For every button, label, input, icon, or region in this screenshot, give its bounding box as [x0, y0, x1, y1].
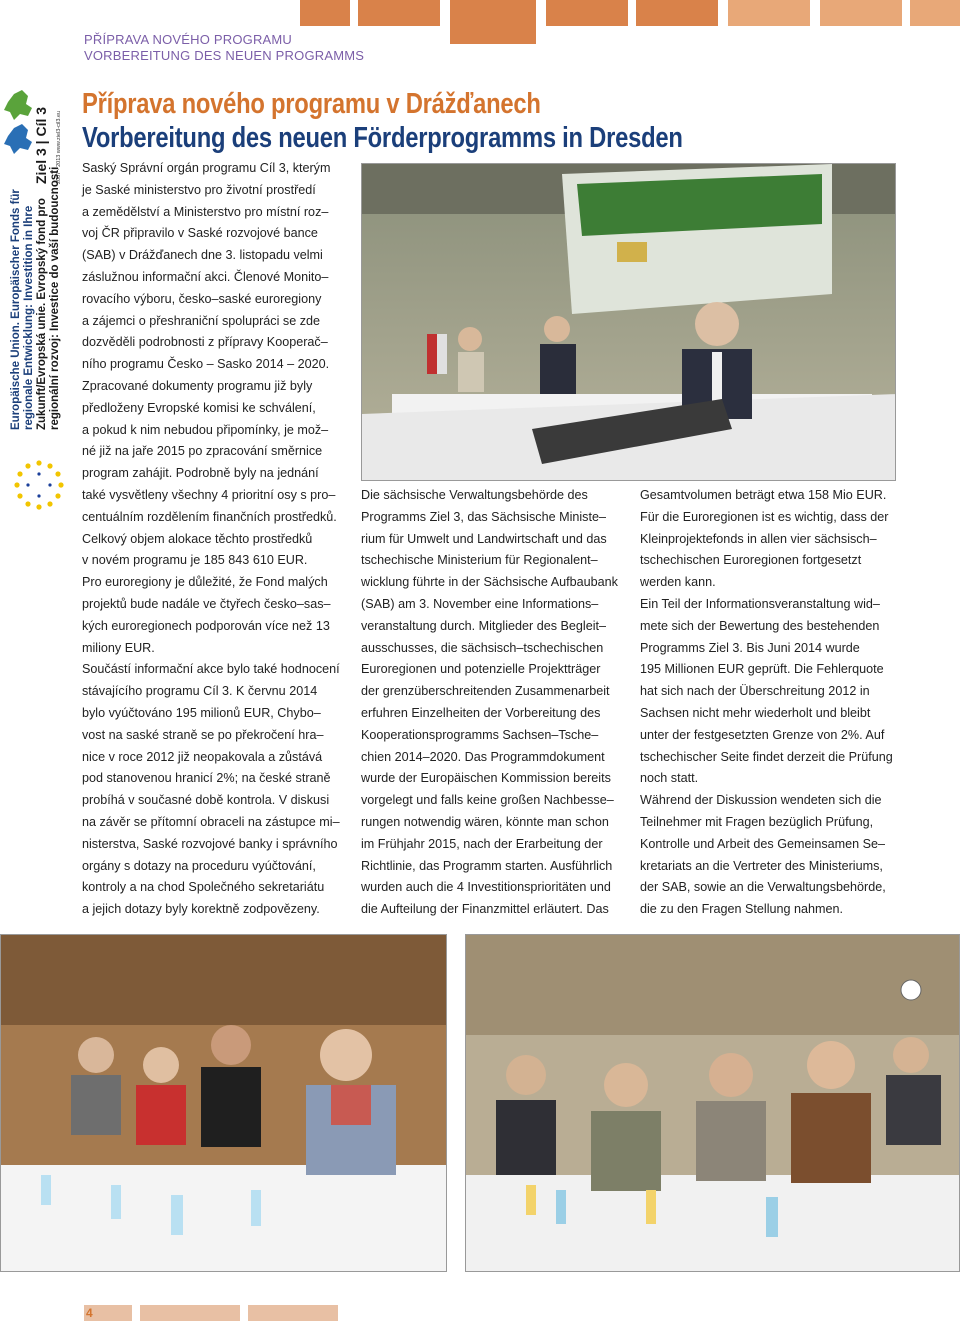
text-line: der SAB, sowie an die Verwaltungsbehörde, [640, 880, 886, 895]
text-line: Součástí informační akce bylo také hodnocení [82, 662, 340, 677]
text-line: kých euroregionech podporován více než 13 [82, 618, 330, 633]
text-line: wurde der Europäischen Kommission bereits [361, 771, 611, 786]
text-line: záslužnou informační akci. Členové Monito– [82, 269, 329, 284]
page-number: 4 [86, 1306, 93, 1320]
photo-conference-panel [361, 163, 896, 481]
text-line: Sachsen nicht mehr wiederholt und bleibt [640, 705, 871, 720]
article-column-de-1 [361, 485, 623, 921]
title-de: Vorbereitung des neuen Förderprogramms in Dresden [82, 122, 683, 154]
text-line: miliony EUR. [82, 640, 155, 655]
text-line: Zpracované dokumenty programu již byly [82, 378, 313, 393]
text-line: vost na saské straně se po překročení hra– [82, 727, 324, 742]
text-line: Pro euroregiony je důležité, že Fond malých [82, 575, 328, 590]
text-line: nice v roce 2012 již neopakovala a zůstává [82, 749, 323, 764]
photo-audience-right [465, 934, 960, 1272]
text-line: centuálním rozdělením finančních prostředků. [82, 509, 337, 524]
text-line: rovacího výboru, česko–saské euroregiony [82, 291, 322, 306]
text-line: (SAB) am 3. November eine Informations– [361, 596, 599, 611]
eu-flag-icon [10, 456, 68, 514]
text-line: Programms Ziel 3. Bis Juni 2014 wurde [640, 640, 860, 655]
text-line: Euroregionen und potenzielle Projektträger [361, 662, 601, 677]
sidebar-funding-text [10, 10, 62, 430]
text-line: 195 Millionen EUR geprüft. Die Fehlerquote [640, 662, 884, 677]
header-tab [728, 0, 810, 26]
text-line: dozvěděli podrobnosti z přípravy Kooperač– [82, 335, 328, 350]
text-line: v novém programu je 185 843 610 EUR. [82, 553, 308, 568]
text-line: tschechische Ministerium für Regionalent– [361, 553, 598, 568]
header-tab [300, 0, 350, 26]
text-line: a zájemci o přeshraniční spolupráci se zde [82, 313, 321, 328]
text-line: erfuhren Einzelheiten der Vorbereitung des [361, 705, 601, 720]
text-line: a jejich dotazy byly korektně zodpovězeny. [82, 902, 320, 917]
text-line: předloženy Evropské komisi ke schválení, [82, 400, 316, 415]
text-line: Celkový objem alokace těchto prostředků [82, 531, 313, 546]
header-tab [820, 0, 902, 26]
footer-bar [140, 1305, 240, 1321]
footer-bar [248, 1305, 338, 1321]
text-line: im Frühjahr 2015, nach der Erarbeitung der [361, 836, 603, 851]
text-line: a pokud k nim nebudou připomínky, je mož– [82, 422, 329, 437]
svg-text:Ziel 3 | Cíl 3: Ziel 3 | Cíl 3 [33, 106, 49, 184]
sidebar-line: regionale Entwicklung: Investition in Ihre [23, 205, 35, 430]
header-tab [450, 0, 536, 44]
header-tab [636, 0, 718, 26]
title-cz: Příprava nového programu v Drážďanech [82, 88, 541, 120]
text-line: Saský Správní orgán programu Cíl 3, kterým [82, 161, 331, 175]
text-line: Ein Teil der Informationsveranstaltung wid– [640, 596, 880, 611]
text-line: probíhá v současné době kontrola. V diskusi [82, 793, 330, 808]
text-line: unter der festgesetzten Grenze von 2%. Auf [640, 727, 885, 742]
header-tab [546, 0, 628, 26]
text-line: Richtlinie, das Programm starten. Ausführlich [361, 858, 613, 873]
text-line: Für die Euroregionen ist es wichtig, dass der [640, 509, 889, 524]
text-line: hat sich nach der Überschreitung 2012 in [640, 684, 870, 699]
text-line: kontroly a na chod Společného sekretariátu [82, 880, 325, 895]
text-line: Kooperationsprogramms Sachsen–Tsche– [361, 727, 599, 742]
sidebar-line: regionální rozvoj: Investice do vaší budoucnosti [49, 166, 61, 430]
text-line: veranstaltung durch. Mitglieder des Begleit– [361, 618, 607, 633]
text-line: projektů bude nadále ve čtyřech česko–sas– [82, 596, 331, 611]
text-line: Programms Ziel 3, das Sächsische Ministe– [361, 509, 606, 524]
text-line: bylo vyúčtováno 195 milionů EUR, Chybo– [82, 705, 321, 720]
text-line: Teilnehmer mit Fragen bezüglich Prüfung, [640, 814, 874, 829]
header-tab [358, 0, 440, 26]
text-line: wicklung führte in der Sächsische Aufbaubank [361, 575, 618, 590]
text-line: rium für Umwelt und Landwirtschaft und das [361, 531, 607, 546]
text-line: kretariats an die Vertreter des Ministeriums, [640, 858, 883, 873]
text-line: voj ČR připravilo v Saské rozvojové bance [82, 226, 318, 241]
text-line: wurden auch die 4 Investitionsprioritäten und [361, 880, 611, 895]
text-line: Kontrolle und Arbeit des Gemeinsamen Se– [640, 836, 886, 851]
sidebar-line: Europäische Union. Europäischer Fonds für [10, 189, 22, 430]
text-line: tschechischen Euroregionen fortgesetzt [640, 553, 862, 568]
text-line: ausschusses, die sächsisch–tschechischen [361, 640, 604, 655]
photo-audience-left [0, 934, 447, 1272]
sidebar-line: Zukunft/Evropská unie. Evropský fond pro [36, 198, 48, 430]
section-kicker-de: VORBEREITUNG DES NEUEN PROGRAMMS [84, 48, 365, 63]
text-line: vorgelegt und falls keine großen Nachbesse– [361, 793, 614, 808]
text-line: je Saské ministerstvo pro životní prostředí [82, 182, 316, 197]
article-column-de-2 [640, 485, 902, 921]
text-line: der grenzüberschreitenden Zusammenarbeit [361, 684, 610, 699]
text-line: ního programu Česko – Sasko 2014 – 2020. [82, 357, 330, 372]
text-line: werden kann. [640, 575, 716, 590]
text-line: noch statt. [640, 771, 699, 786]
header-tab [910, 0, 960, 26]
text-line: stávajícího programu Cíl 3. K červnu 2014 [82, 684, 318, 699]
text-line: né již na jaře 2015 po zpracování směrnice [82, 444, 323, 459]
text-line: pod stanovenou hranicí 2%; na české straně [82, 771, 331, 786]
text-line: na závěr se přítomní obraceli na zástupce mi– [82, 814, 340, 829]
text-line: chien 2014–2020. Das Programmdokument [361, 749, 605, 764]
text-line: Kleinprojektefonds in allen vier sächsisch– [640, 531, 877, 546]
text-line: Während der Diskussion wendeten sich die [640, 793, 882, 808]
text-line: program zahájit. Podrobně byly na jednání [82, 466, 319, 481]
text-line: nisterstva, Saské rozvojové banky i správního [82, 836, 338, 851]
text-line: také vysvětleny všechny 4 prioritní osy s pro– [82, 487, 336, 502]
section-kicker-cz: PŘÍPRAVA NOVÉHO PROGRAMU [84, 32, 293, 47]
text-line: tschechischer Seite findet derzeit die Prüfung [640, 749, 893, 764]
text-line: Die sächsische Verwaltungsbehörde des [361, 488, 588, 502]
text-line: mete sich der Bewertung des bestehenden [640, 618, 880, 633]
text-line: (SAB) v Drážďanech dne 3. listopadu velmi [82, 248, 323, 263]
text-line: die zu den Fragen Stellung nahmen. [640, 902, 844, 917]
text-line: rungen notwendig wären, könnte man schon [361, 814, 609, 829]
text-line: orgány s dotazy na proceduru vyúčtování, [82, 858, 316, 873]
text-line: die Aufteilung der Finanzmittel erläutert. Das [361, 902, 609, 917]
svg-text:2007 - 2013 www.ziel3-cil3.eu: 2007 - 2013 www.ziel3-cil3.eu [56, 110, 62, 184]
text-line: Gesamtvolumen beträgt etwa 158 Mio EUR. [640, 488, 887, 502]
article-column-cz [82, 158, 350, 921]
text-line: a zemědělství a Ministerstvo pro místní roz– [82, 204, 329, 219]
